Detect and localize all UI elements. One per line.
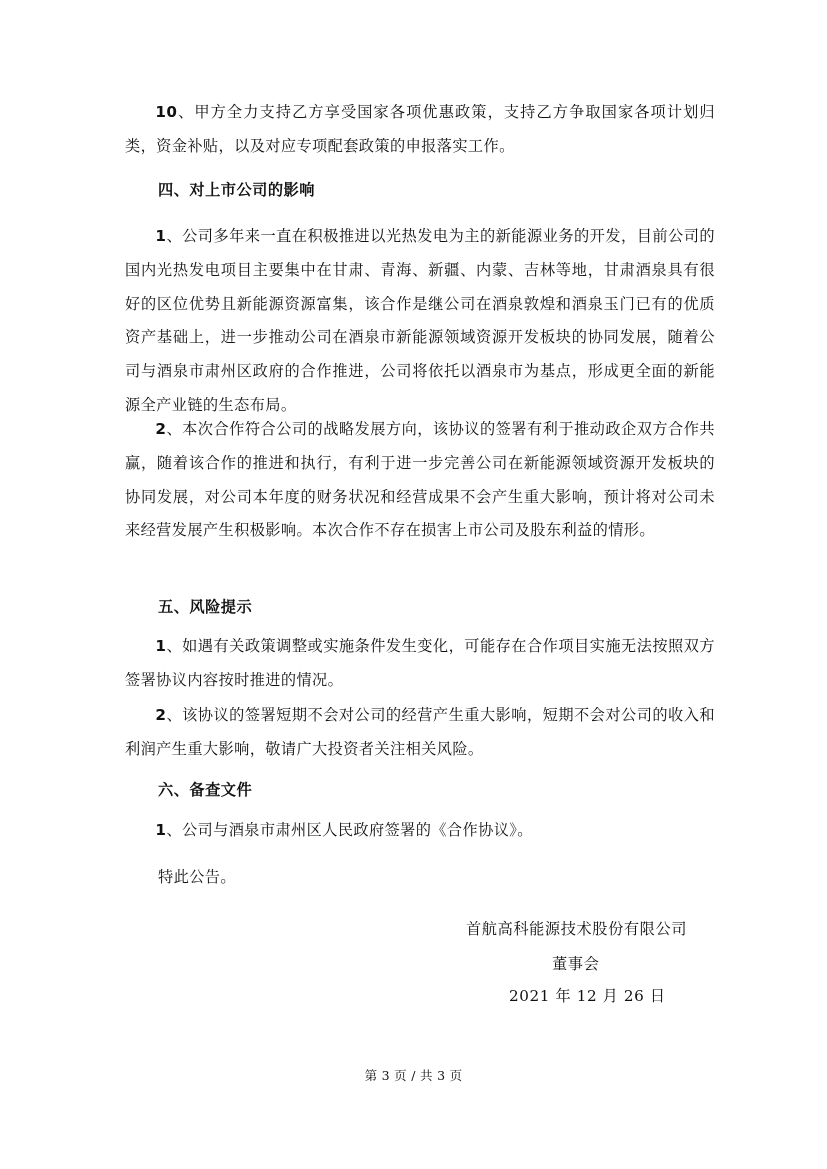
signature-company: 首航高科能源技术股份有限公司 xyxy=(466,920,688,938)
closing-text: 特此公告。 xyxy=(158,868,236,886)
impact-paragraph-1 xyxy=(125,220,715,423)
documents-paragraph-1 xyxy=(125,814,715,848)
paragraph-text: 、公司多年来一直在积极推进以光热发电为主的新能源业务的开发，目前公司的国内光热发电项目主要集中在甘肃、青海、新疆、内蒙、吉林等地，甘肃酒泉具有很好的区位优势且新能源资源富集，该合作是继公司在酒泉敦煌和酒泉玉门已有的优质资产基础上，进一步推动公司在酒泉市新能源领域资源开发板块的协同发展，随着公司与酒泉市肃州区政府的合作推进，公司将依托以酒泉市为基点，形成更全面的新能源全产业链的生态布局。 xyxy=(125,227,715,414)
impact-paragraph-2 xyxy=(125,413,715,548)
paragraph-number: 1 xyxy=(155,227,167,245)
signature-date: 2021 年 12 月 26 日 xyxy=(509,987,666,1005)
paragraph-text: 、如遇有关政策调整或实施条件发生变化，可能存在合作项目实施无法按照双方签署协议内容按时推进的情况。 xyxy=(125,637,715,689)
paragraph-number: 1 xyxy=(155,821,167,839)
page-footer: 第 3 页 / 共 3 页 xyxy=(364,1068,463,1083)
section-heading-risk: 五、风险提示 xyxy=(158,598,253,616)
section-heading-documents: 六、备查文件 xyxy=(158,781,253,799)
signature-board: 董事会 xyxy=(552,955,600,973)
clause-10 xyxy=(125,96,715,164)
paragraph-number: 2 xyxy=(155,706,167,724)
paragraph-number: 1 xyxy=(155,637,167,655)
paragraph-text: 、本次合作符合公司的战略发展方向，该协议的签署有利于推动政企双方合作共赢，随着该合作的推进和执行，有利于进一步完善公司在新能源领域资源开发板块的协同发展，对公司本年度的财务状况和经营成果不会产生重大影响，预计将对公司未来经营发展产生积极影响。本次合作不存在损害上市公司及股东利益的情形。 xyxy=(125,420,715,540)
paragraph-text: 、公司与酒泉市肃州区人民政府签署的《合作协议》。 xyxy=(166,821,533,839)
clause-number: 10 xyxy=(155,103,178,121)
paragraph-number: 2 xyxy=(155,420,167,438)
risk-paragraph-2 xyxy=(125,699,715,767)
paragraph-text: 、该协议的签署短期不会对公司的经营产生重大影响，短期不会对公司的收入和利润产生重大影响，敬请广大投资者关注相关风险。 xyxy=(125,706,715,758)
risk-paragraph-1 xyxy=(125,630,715,698)
section-heading-impact: 四、对上市公司的影响 xyxy=(158,181,315,199)
clause-text: 、甲方全力支持乙方享受国家各项优惠政策，支持乙方争取国家各项计划归类，资金补贴，以及对应专项配套政策的申报落实工作。 xyxy=(125,103,715,155)
